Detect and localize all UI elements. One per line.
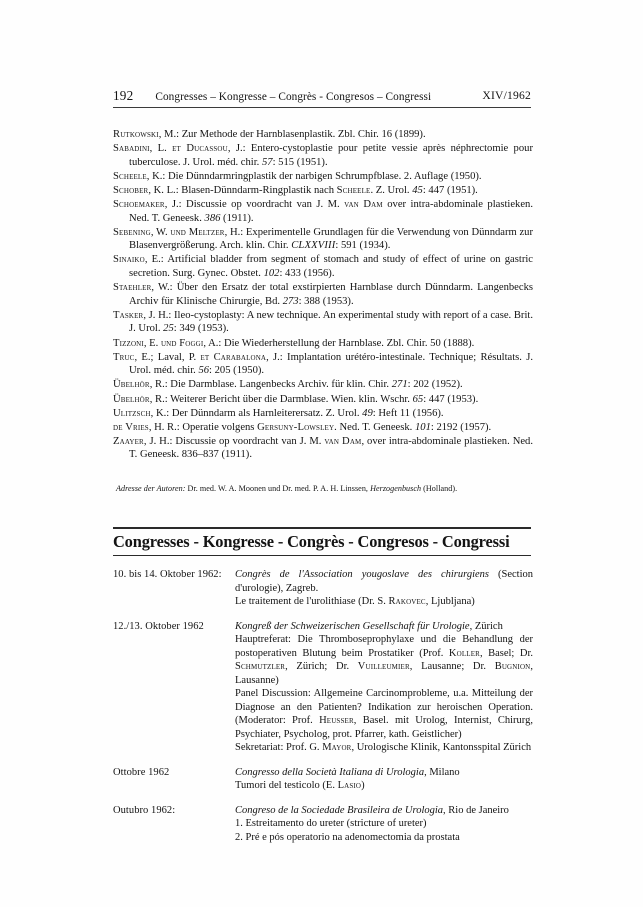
congress-detail-line: 1. Estreitamento do ureter (stricture of ureter) (235, 818, 427, 829)
running-head-title: Congresses – Kongresse – Congrès - Congresos – Congressi (155, 91, 432, 103)
congress-entry (113, 766, 533, 793)
congress-details (235, 568, 533, 609)
congress-date: Ottobre 1962 (113, 766, 170, 778)
section-heading: Congresses - Kongresse - Congrès - Congresos - Congressi (113, 532, 510, 551)
address-body: Dr. med. W. A. Moonen und Dr. med. P. A. H. Linssen, (185, 484, 371, 493)
bibliography-list (113, 128, 533, 463)
congress-detail-line: Sekretariat: Prof. G. Mayor, Urologische Klinik, Kantonsspital Zürich (235, 742, 532, 753)
bibliography-entry: Übelhör, R.: Die Darmblase. Langenbecks Archiv. für klin. Chir. 271: 202 (1952). (113, 379, 463, 391)
congress-date: 10. bis 14. Oktober 1962: (113, 569, 222, 580)
running-head (113, 89, 531, 104)
page-number: 192 (113, 88, 134, 103)
congress-detail-line: Le traitement de l'urolithiase (Dr. S. Rakovec, Ljubljana) (235, 596, 475, 607)
authors-address (116, 483, 534, 494)
congress-date: Outubro 1962: (113, 804, 176, 816)
congress-entry (113, 804, 533, 845)
bibliography-entry: Schober, K. L.: Blasen-Dünndarm-Ringplastik nach Scheele. Z. Urol. 45: 447 (1951). (113, 184, 478, 196)
address-place: Herzogenbusch (370, 484, 422, 493)
congress-detail-line: Hauptreferat: Die Thromboseprophylaxe und die Behandlung der postoperativen Blutung beim Prostatiker (Prof. Koller, Basel; Dr. Schmutzler, Zürich; Dr. Vuilleumier, Lausanne; Dr. Bugnion, Lausanne) (235, 634, 533, 686)
section-rule-bottom (113, 555, 531, 556)
congress-details (235, 620, 533, 755)
volume-issue: XIV/1962 (482, 89, 531, 102)
congress-detail-line: 2. Pré e pós operatorio na adenomectomia da prostata (235, 831, 460, 843)
congress-entry (113, 568, 533, 609)
congress-details (235, 804, 533, 845)
address-tail: (Holland). (421, 484, 458, 493)
congress-title: Congreso de la Sociedade Brasileira de Urologia, Rio de Janeiro (235, 804, 509, 816)
bibliography-entry: Übelhör, R.: Weiterer Bericht über die Darmblase. Wien. klin. Wschr. 65: 447 (1953). (113, 393, 479, 405)
congress-title: Congresso della Società Italiana di Urologia, Milano (235, 766, 460, 778)
section-rule-top (113, 527, 531, 529)
bibliography-entry: Sebening, W. und Meltzer, H.: Experimentelle Grundlagen für die Verwendung von Dünndarm zur Blasenvergrößerung. Arch. klin. Chir. CLXXVIII: 591 (1934). (113, 226, 533, 252)
bibliography-entry: Truc, E.; Laval, P. et Carabalona, J.: Implantation urétéro-intestinale. Technique; Résultats. J. Urol. méd. chir. 56: 205 (1950). (113, 351, 533, 377)
congress-details (235, 766, 533, 793)
address-label: Adresse der Autoren: (116, 484, 186, 493)
bibliography-entry: Rutkowski, M.: Zur Methode der Harnblasenplastik. Zbl. Chir. 16 (1899). (113, 129, 426, 140)
bibliography-entry: Zaayer, J. H.: Discussie op voordracht van J. M. van Dam, over intra-abdominale plastieken. Ned. T. Geneesk. 836–837 (1911). (113, 435, 533, 461)
congress-detail-line: Tumori del testicolo (E. Lasio) (235, 780, 365, 791)
header-rule (113, 107, 531, 108)
bibliography-entry: Sabadini, L. et Ducassou, J.: Entero-cystoplastie pour petite vessie après néphrectomie pour tuberculose. J. Urol. méd. chir. 57: 515 (1951). (113, 143, 533, 168)
bibliography-entry: Sinaiko, E.: Artificial bladder from segment of stomach and study of effect of urine on gastric secretion. Surg. Gynec. Obstet. 102: 433 (1956). (113, 254, 533, 280)
congress-date: 12./13. Oktober 1962 (113, 620, 204, 632)
bibliography-entry: Ulitzsch, K.: Der Dünndarm als Harnleiterersatz. Z. Urol. 49: Heft 11 (1956). (113, 407, 444, 419)
bibliography-entry: Staehler, W.: Über den Ersatz der total exstirpierten Harnblase durch Dünndarm. Langenbecks Archiv für Klinische Chirurgie, Bd. 273: 388 (1953). (113, 282, 533, 307)
bibliography-entry: Schoemaker, J.: Discussie op voordracht van J. M. van Dam over intra-abdominale plastieken. Ned. T. Geneesk. 386 (1911). (113, 199, 533, 224)
bibliography-entry: Scheele, K.: Die Dünndarmringplastik der narbigen Schrumpfblase. 2. Auflage (1950). (113, 170, 482, 182)
congress-title: Kongreß der Schweizerischen Gesellschaft für Urologie, Zürich (235, 620, 503, 632)
bibliography-entry: de Vries, H. R.: Operatie volgens Gersuny-Lowsley. Ned. T. Geneesk. 101: 2192 (1957). (113, 421, 492, 433)
bibliography-entry: Tasker, J. H.: Ileo-cystoplasty: A new technique. An experimental study with report of a case. Brit. J. Urol. 25: 349 (1953). (113, 309, 533, 335)
congress-entry (113, 620, 533, 755)
congress-title: Congrès de l'Association yougoslave des chirurgiens (Section d'urologie), Zagreb. (235, 569, 533, 594)
congress-list (113, 568, 533, 855)
congress-detail-line: Panel Discussion: Allgemeine Carcinomprobleme, u.a. Mitteilung der Diagnose an den Patienten? Indikation zur heroischen Operation. (Moderator: Prof. Heusser, Basel. mit Urolog, Internist, Chirurg, Psychiater, Psycholog, prot. Pfarrer, kath. Geistlicher) (235, 688, 533, 740)
bibliography-entry: Tizzoni, E. und Foggi, A.: Die Wiederherstellung der Harnblase. Zbl. Chir. 50 (1888). (113, 337, 475, 349)
